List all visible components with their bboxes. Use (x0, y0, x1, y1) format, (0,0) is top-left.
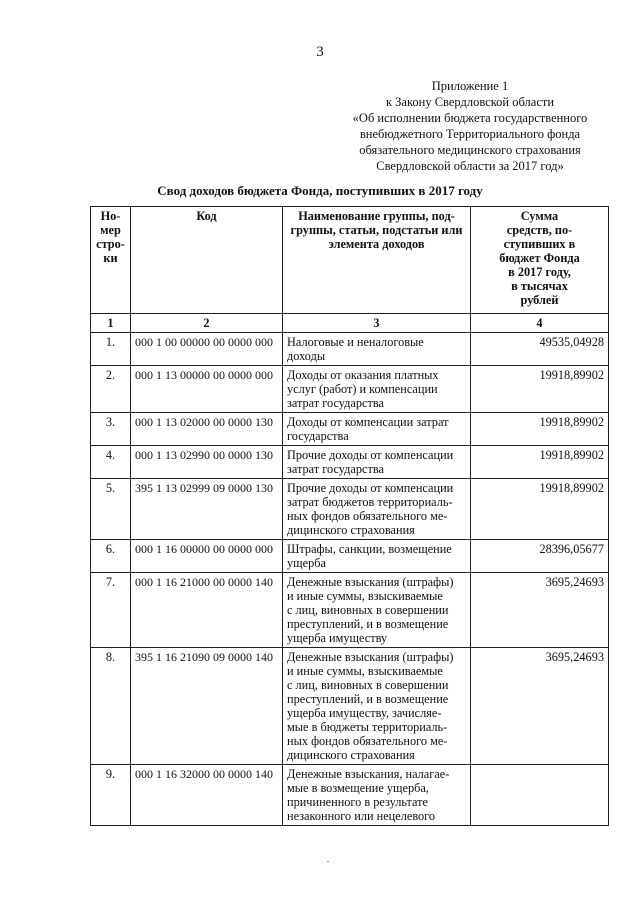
income-name-line: Доходы от компенсации затрат (287, 415, 449, 429)
header-line: стро- (96, 237, 125, 251)
income-sum: 3695,24693 (471, 573, 609, 648)
income-name-line: Денежные взыскания (штрафы) (287, 575, 454, 589)
income-name-line: с лиц, виновных в совершении (287, 603, 449, 617)
income-name-line: ущерба имуществу (287, 631, 388, 645)
income-code: 000 1 13 02000 00 0000 130 (131, 413, 283, 446)
income-name-line: Прочие доходы от компенсации (287, 448, 454, 462)
table-row (91, 366, 609, 413)
income-name-line: ущерба имуществу, зачисляе- (287, 706, 442, 720)
header-code (131, 207, 283, 314)
table-row (91, 540, 609, 573)
row-number: 7. (91, 573, 131, 648)
income-name-line: ных фондов обязательного ме- (287, 734, 448, 748)
appendix-header (330, 78, 610, 174)
income-name-line: преступлений, и в возмещение (287, 617, 449, 631)
income-code: 000 1 13 02990 00 0000 130 (131, 446, 283, 479)
table-row (91, 413, 609, 446)
table-row (91, 765, 609, 826)
header-line: рублей (520, 293, 559, 307)
table-row (91, 648, 609, 765)
table-row (91, 446, 609, 479)
header-line: Наименование группы, под- (298, 209, 455, 223)
income-name-line: Доходы от оказания платных (287, 368, 439, 382)
appendix-line: Свердловской области за 2017 год» (376, 159, 564, 173)
header-name (283, 207, 471, 314)
income-name (283, 540, 471, 573)
header-line: группы, статьи, подстатьи или (290, 223, 463, 237)
income-sum: 19918,89902 (471, 413, 609, 446)
income-name-line: мые в возмещение ущерба, (287, 781, 429, 795)
income-name (283, 446, 471, 479)
income-code: 000 1 16 00000 00 0000 000 (131, 540, 283, 573)
header-line: в 2017 году, (508, 265, 571, 279)
income-name-line: ных фондов обязательного ме- (287, 509, 448, 523)
row-number: 5. (91, 479, 131, 540)
appendix-line: Приложение 1 (431, 79, 509, 93)
header-line: мер (100, 223, 121, 237)
income-name-line: услуг (работ) и компенсации (287, 382, 438, 396)
header-line: ступивших в (503, 237, 576, 251)
income-sum: 19918,89902 (471, 479, 609, 540)
table-row (91, 573, 609, 648)
income-code: 000 1 13 00000 00 0000 000 (131, 366, 283, 413)
row-number: 2. (91, 366, 131, 413)
column-number: 3 (283, 314, 471, 333)
row-number: 1. (91, 333, 131, 366)
income-name-line: с лиц, виновных в совершении (287, 678, 449, 692)
income-code: 395 1 13 02999 09 0000 130 (131, 479, 283, 540)
row-number: 9. (91, 765, 131, 826)
row-number: 8. (91, 648, 131, 765)
row-number: 3. (91, 413, 131, 446)
row-number: 6. (91, 540, 131, 573)
income-name-line: и иные суммы, взыскиваемые (287, 589, 443, 603)
table-header-row (91, 207, 609, 314)
income-name-line: Штрафы, санкции, возмещение (287, 542, 452, 556)
income-name-line: Налоговые и неналоговые (287, 335, 424, 349)
column-number: 2 (131, 314, 283, 333)
income-code: 000 1 00 00000 00 0000 000 (131, 333, 283, 366)
page-number: 3 (316, 44, 324, 60)
income-name-line: Денежные взыскания, налагае- (287, 767, 450, 781)
income-name-line: незаконного или нецелевого (287, 809, 436, 823)
appendix-line: внебюджетного Территориального фонда (359, 127, 581, 141)
income-code: 000 1 16 21000 00 0000 140 (131, 573, 283, 648)
header-line: Но- (100, 209, 121, 223)
appendix-line: «Об исполнении бюджета государственного (352, 111, 588, 125)
header-row-number (91, 207, 131, 314)
income-name-line: дицинского страхования (287, 523, 415, 537)
income-name (283, 479, 471, 540)
income-name-line: затрат государства (287, 396, 384, 410)
header-line: в тысячах (511, 279, 568, 293)
income-name (283, 765, 471, 826)
scan-dot (327, 861, 329, 862)
appendix-line: к Закону Свердловской области (385, 95, 555, 109)
header-line: Код (196, 209, 217, 223)
income-name-line: причиненного в результате (287, 795, 428, 809)
appendix-line: обязательного медицинского страхования (359, 143, 581, 157)
income-name-line: и иные суммы, взыскиваемые (287, 664, 443, 678)
income-sum: 19918,89902 (471, 366, 609, 413)
income-name (283, 413, 471, 446)
income-sum (471, 765, 609, 826)
income-name-line: Прочие доходы от компенсации (287, 481, 454, 495)
income-name-line: дицинского страхования (287, 748, 415, 762)
income-name (283, 573, 471, 648)
row-number: 4. (91, 446, 131, 479)
income-name (283, 333, 471, 366)
income-sum: 3695,24693 (471, 648, 609, 765)
income-name-line: мые в бюджеты территориаль- (287, 720, 448, 734)
income-code: 395 1 16 21090 09 0000 140 (131, 648, 283, 765)
income-name-line: ущерба (287, 556, 326, 570)
header-line: бюджет Фонда (499, 251, 580, 265)
header-line: средств, по- (506, 223, 573, 237)
income-table (90, 206, 609, 826)
column-number: 4 (471, 314, 609, 333)
table-row (91, 479, 609, 540)
header-sum (471, 207, 609, 314)
header-line: элемента доходов (328, 237, 425, 251)
income-name-line: затрат бюджетов территориаль- (287, 495, 453, 509)
header-line: ки (103, 251, 118, 265)
income-name-line: государства (287, 429, 349, 443)
header-line: Сумма (520, 209, 559, 223)
income-name-line: Денежные взыскания (штрафы) (287, 650, 454, 664)
income-sum: 49535,04928 (471, 333, 609, 366)
income-name-line: доходы (287, 349, 326, 363)
document-title: Свод доходов бюджета Фонда, поступивших в 2017 году (157, 183, 483, 198)
table-row (91, 333, 609, 366)
income-name-line: преступлений, и в возмещение (287, 692, 449, 706)
income-code: 000 1 16 32000 00 0000 140 (131, 765, 283, 826)
income-sum: 28396,05677 (471, 540, 609, 573)
income-name (283, 366, 471, 413)
income-name (283, 648, 471, 765)
column-number: 1 (91, 314, 131, 333)
column-number-row (91, 314, 609, 333)
income-name-line: затрат государства (287, 462, 384, 476)
income-sum: 19918,89902 (471, 446, 609, 479)
